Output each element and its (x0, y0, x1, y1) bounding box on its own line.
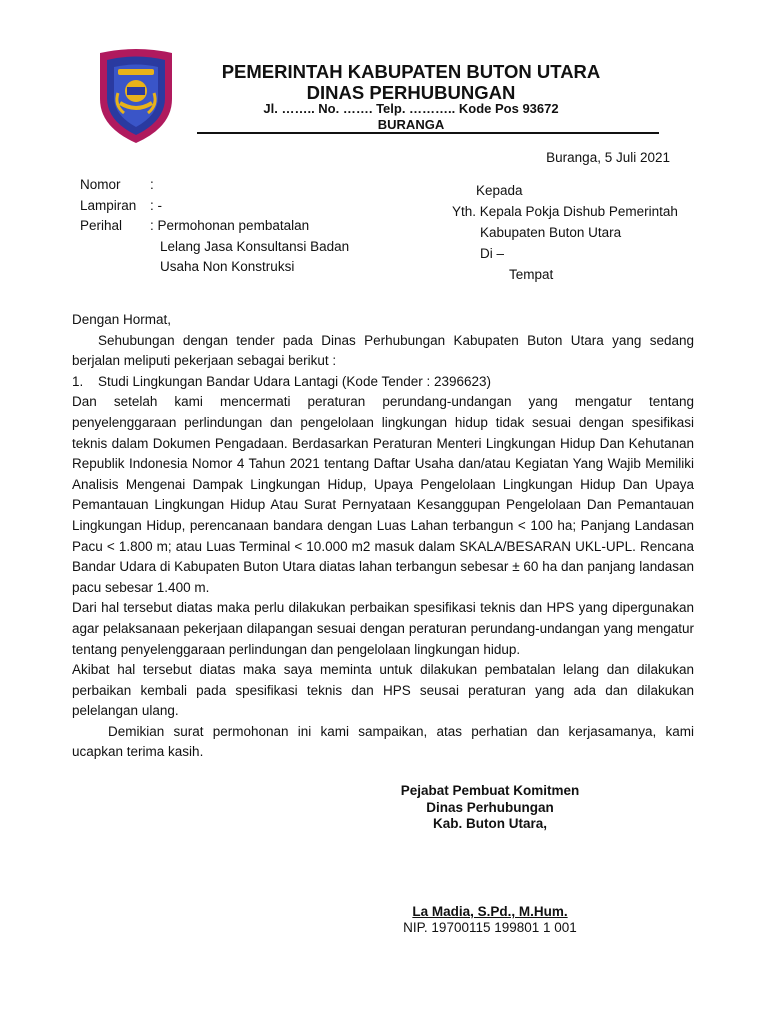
closing-paragraph: Demikian surat permohonan ini kami sampaikan, atas perhatian dan kerjasamanya, kami ucapkan terima kasih. (72, 723, 694, 760)
header-government-name: PEMERINTAH KABUPATEN BUTON UTARA (221, 61, 601, 82)
meta-value: : - (150, 197, 162, 213)
list-item-number: 1. (72, 373, 84, 389)
signer-nip: NIP. 19700115 199801 1 001 (403, 920, 577, 935)
perihal-continuation: Usaha Non Konstruksi (160, 259, 295, 275)
header-city: BURANGA (377, 117, 445, 132)
body-paragraph: Dari hal tersebut diatas maka perlu dilakukan perbaikan spesifikasi teknis dan HPS yang dipergunakan agar pelaksanaan pekerjaan dilapangan sesuai dengan peraturan perundang-undangan yang mengatur tentang penyelenggaraan perlindungan dan pengelolaan lingkungan hidup. (72, 600, 694, 657)
header-address: Jl. …….. No. ……. Telp. ……….. Kode Pos 93672 (263, 101, 559, 116)
meta-value: : Permohonan pembatalan (150, 218, 310, 234)
regency-logo (94, 47, 178, 145)
recipient-line: Yth. Kepala Pokja Dishub Pemerintah (452, 204, 678, 219)
body-paragraph: Akibat hal tersebut diatas maka saya meminta untuk dilakukan pembatalan lelang dan dilakukan perbaikan kembali pada spesifikasi teknis dan HPS seusai peraturan yang ada dan dilakukan pelelangan ulang. (72, 662, 694, 719)
list-item (72, 372, 694, 393)
meta-row-perihal (80, 216, 370, 237)
meta-label: Perihal (80, 218, 123, 234)
meta-value: : (150, 177, 154, 192)
meta-label: Lampiran (80, 197, 137, 213)
signature-block (380, 783, 600, 833)
signer-department: Dinas Perhubungan (426, 799, 554, 815)
header-divider (197, 132, 659, 134)
header-department-name: DINAS PERHUBUNGAN (306, 82, 516, 103)
list-item-text: Studi Lingkungan Bandar Udara Lantagi (Kode Tender : 2396623) (98, 373, 492, 389)
signer-name: La Madia, S.Pd., M.Hum. (412, 904, 568, 919)
recipient-kepada: Kepada (476, 183, 523, 198)
recipient-line: Di – (480, 246, 505, 261)
perihal-continuation: Lelang Jasa Konsultansi Badan (160, 238, 350, 254)
recipient-line: Kabupaten Buton Utara (480, 225, 622, 240)
meta-row-nomor (80, 175, 370, 196)
letter-meta (80, 175, 370, 278)
letter-body (72, 310, 694, 763)
recipient-line: Tempat (509, 267, 554, 282)
shield-emblem-icon (94, 47, 178, 145)
salutation: Dengan Hormat, (72, 312, 172, 327)
body-paragraph: Dan setelah kami mencermati peraturan perundang-undangan yang mengatur tentang penyelenggaraan perlindungan dan pengelolaan lingkungan hidup tidak sesuai dengan spesifikasi teknis dalam Dokumen Pengadaan. Berdasarkan Peraturan Menteri Lingkungan Hidup Dan Kehutanan Republik Indonesia Nomor 4 Tahun 2021 tentang Daftar Usaha dan/atau Kegiatan Yang Wajib Memiliki Analisis Mengenai Dampak Lingkungan Hidup, Upaya Pengelolaan Lingkungan Hidup Dan Upaya Pemantauan Lingkungan Hidup Atau Surat Pernyataan Kesanggupan Pengelolaan Dan Pemantauan Lingkungan Hidup, perencanaan bandara dengan Luas Lahan terbangun < 100 ha; Panjang Landasan Pacu < 1.800 m; atau Luas Terminal < 10.000 m2 masuk dalam SKALA/BESARAN UKL-UPL. Rencana Bandar Udara di Kabupaten Buton Utara diatas lahan terbangun sebesar ± 60 ha dan panjang landasan pacu sebesar 1.400 m. (72, 394, 694, 595)
body-paragraph: Sehubungan dengan tender pada Dinas Perhubungan Kabupaten Buton Utara yang sedang berjalan meliputi pekerjaan sebagai berikut : (72, 332, 694, 369)
signer-regency: Kab. Buton Utara, (432, 816, 547, 831)
meta-row-lampiran (80, 196, 370, 217)
meta-label: Nomor (80, 177, 121, 192)
letter-date: Buranga, 5 Juli 2021 (546, 150, 670, 165)
signer-title: Pejabat Pembuat Komitmen (400, 783, 580, 798)
